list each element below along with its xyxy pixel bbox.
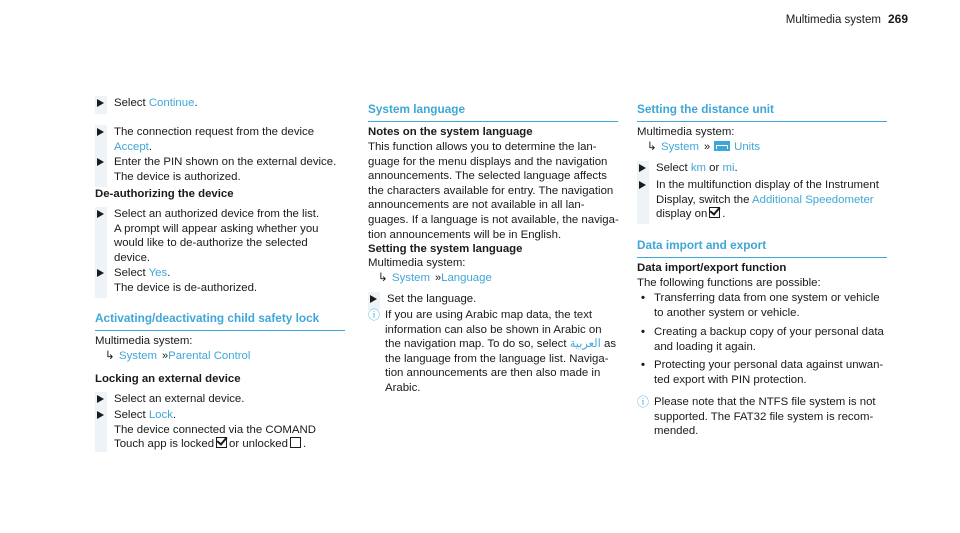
path-units[interactable]: Units	[734, 141, 761, 153]
info-ntfs: ⓘ Please note that the NTFS file system is not supported. The FAT32 file system is recom- mended.	[637, 395, 876, 438]
list-item: • Transferring data from one system or vehicle to another system or vehicle.	[641, 292, 880, 319]
bullet-icon: •	[641, 359, 645, 371]
yes-link[interactable]: Yes	[148, 267, 168, 279]
step-select-device: Select an authorized device from the list. A prompt will appear asking whether you would like to de-authorize the selected device.	[95, 207, 345, 265]
section-title-child-lock: Activating/deactivating child safety lock	[95, 311, 345, 331]
path-system[interactable]: System	[119, 350, 157, 362]
step-select-km-mi: Select km or mi.	[637, 161, 887, 176]
units-icon	[714, 141, 730, 151]
info-arabic: ⓘ If you are using Arabic map data, the text information can also be shown in Arabic on the navigation map. To do so, select العربية as the language from the language list. Naviga- tion announcements are then also made in Arabic.	[368, 308, 617, 394]
step-accept: The connection request from the device Accept.	[95, 125, 345, 154]
step-arrow-icon	[97, 210, 104, 218]
path-arrow-icon: ↳	[378, 272, 388, 284]
step-arrow-icon	[97, 395, 104, 403]
bullet-icon: •	[641, 326, 645, 338]
step-arrow-icon	[97, 128, 104, 136]
menu-path	[105, 349, 250, 364]
checkbox-checked-icon	[709, 207, 720, 218]
setting-language-heading: Setting the system language	[368, 243, 523, 255]
multimedia-label: Multimedia system:	[637, 126, 735, 138]
step-arrow-icon	[97, 269, 104, 277]
additional-speedometer-link[interactable]: Additional Speedometer	[752, 193, 874, 206]
notes-paragraph: This function allows you to determine the lan- guage for the menu displays and the navigation announcements. The selected language affects the characters available for entry. The navigation announcements are not available in all lan- guages. If a language is not available, the naviga- tion announcements will be in English.	[368, 141, 619, 241]
step-select-continue: Select Continue.	[95, 96, 345, 111]
step-arrow-icon	[97, 158, 104, 166]
info-icon: ⓘ	[637, 395, 650, 409]
checkbox-empty-icon	[290, 437, 301, 448]
section-title-system-language: System language	[368, 102, 618, 122]
path-system[interactable]: System	[661, 141, 699, 153]
section-title-distance-unit: Setting the distance unit	[637, 102, 887, 122]
step-additional-speedometer: In the multifunction display of the Instrument Display, switch the Additional Speedometer display on .	[637, 178, 887, 222]
page-number: 269	[887, 12, 908, 26]
chevron-icon: »	[161, 350, 166, 362]
step-arrow-icon	[639, 181, 646, 189]
continue-link[interactable]: Continue	[148, 97, 195, 109]
menu-path	[378, 271, 492, 286]
info-icon: ⓘ	[368, 308, 381, 322]
arabic-language-link[interactable]: العربية	[569, 338, 601, 351]
list-item: • Creating a backup copy of your personal data and loading it again.	[641, 326, 884, 353]
accept-link[interactable]: Accept	[114, 140, 149, 153]
chevron-icon: »	[703, 141, 708, 153]
step-select-lock: Select Lock. The device connected via the COMAND Touch app is locked or unlocked .	[95, 408, 345, 452]
mi-link[interactable]: mi	[722, 162, 735, 174]
path-parental-control[interactable]: Parental Control	[168, 350, 251, 362]
chevron-icon: »	[434, 272, 439, 284]
deauth-heading: De-authorizing the device	[95, 188, 234, 200]
func-intro: The following functions are possible:	[637, 277, 821, 289]
section-title-data-import: Data import and export	[637, 238, 887, 258]
header-title: Multimedia system	[785, 14, 881, 26]
menu-path	[647, 140, 760, 155]
func-heading: Data import/export function	[637, 262, 787, 274]
step-enter-pin: Enter the PIN shown on the external device. The device is authorized.	[95, 155, 345, 184]
path-language[interactable]: Language	[441, 272, 492, 284]
checkbox-checked-icon	[216, 437, 227, 448]
notes-heading: Notes on the system language	[368, 126, 533, 138]
multimedia-label: Multimedia system:	[368, 257, 466, 269]
step-arrow-icon	[639, 164, 646, 172]
path-arrow-icon: ↳	[647, 141, 657, 153]
locking-heading: Locking an external device	[95, 373, 241, 385]
step-set-language: Set the language.	[368, 292, 618, 307]
path-arrow-icon: ↳	[105, 350, 115, 362]
lock-link[interactable]: Lock	[148, 409, 173, 421]
step-select-yes: Select Yes. The device is de-authorized.	[95, 266, 345, 295]
bullet-icon: •	[641, 292, 645, 304]
multimedia-label: Multimedia system:	[95, 335, 193, 347]
step-arrow-icon	[97, 99, 104, 107]
km-link[interactable]: km	[690, 162, 707, 174]
step-select-external: Select an external device.	[95, 392, 345, 407]
step-arrow-icon	[97, 411, 104, 419]
step-arrow-icon	[370, 295, 377, 303]
list-item: • Protecting your personal data against unwan- ted export with PIN protection.	[641, 359, 884, 386]
page-header	[786, 12, 908, 28]
path-system[interactable]: System	[392, 272, 430, 284]
